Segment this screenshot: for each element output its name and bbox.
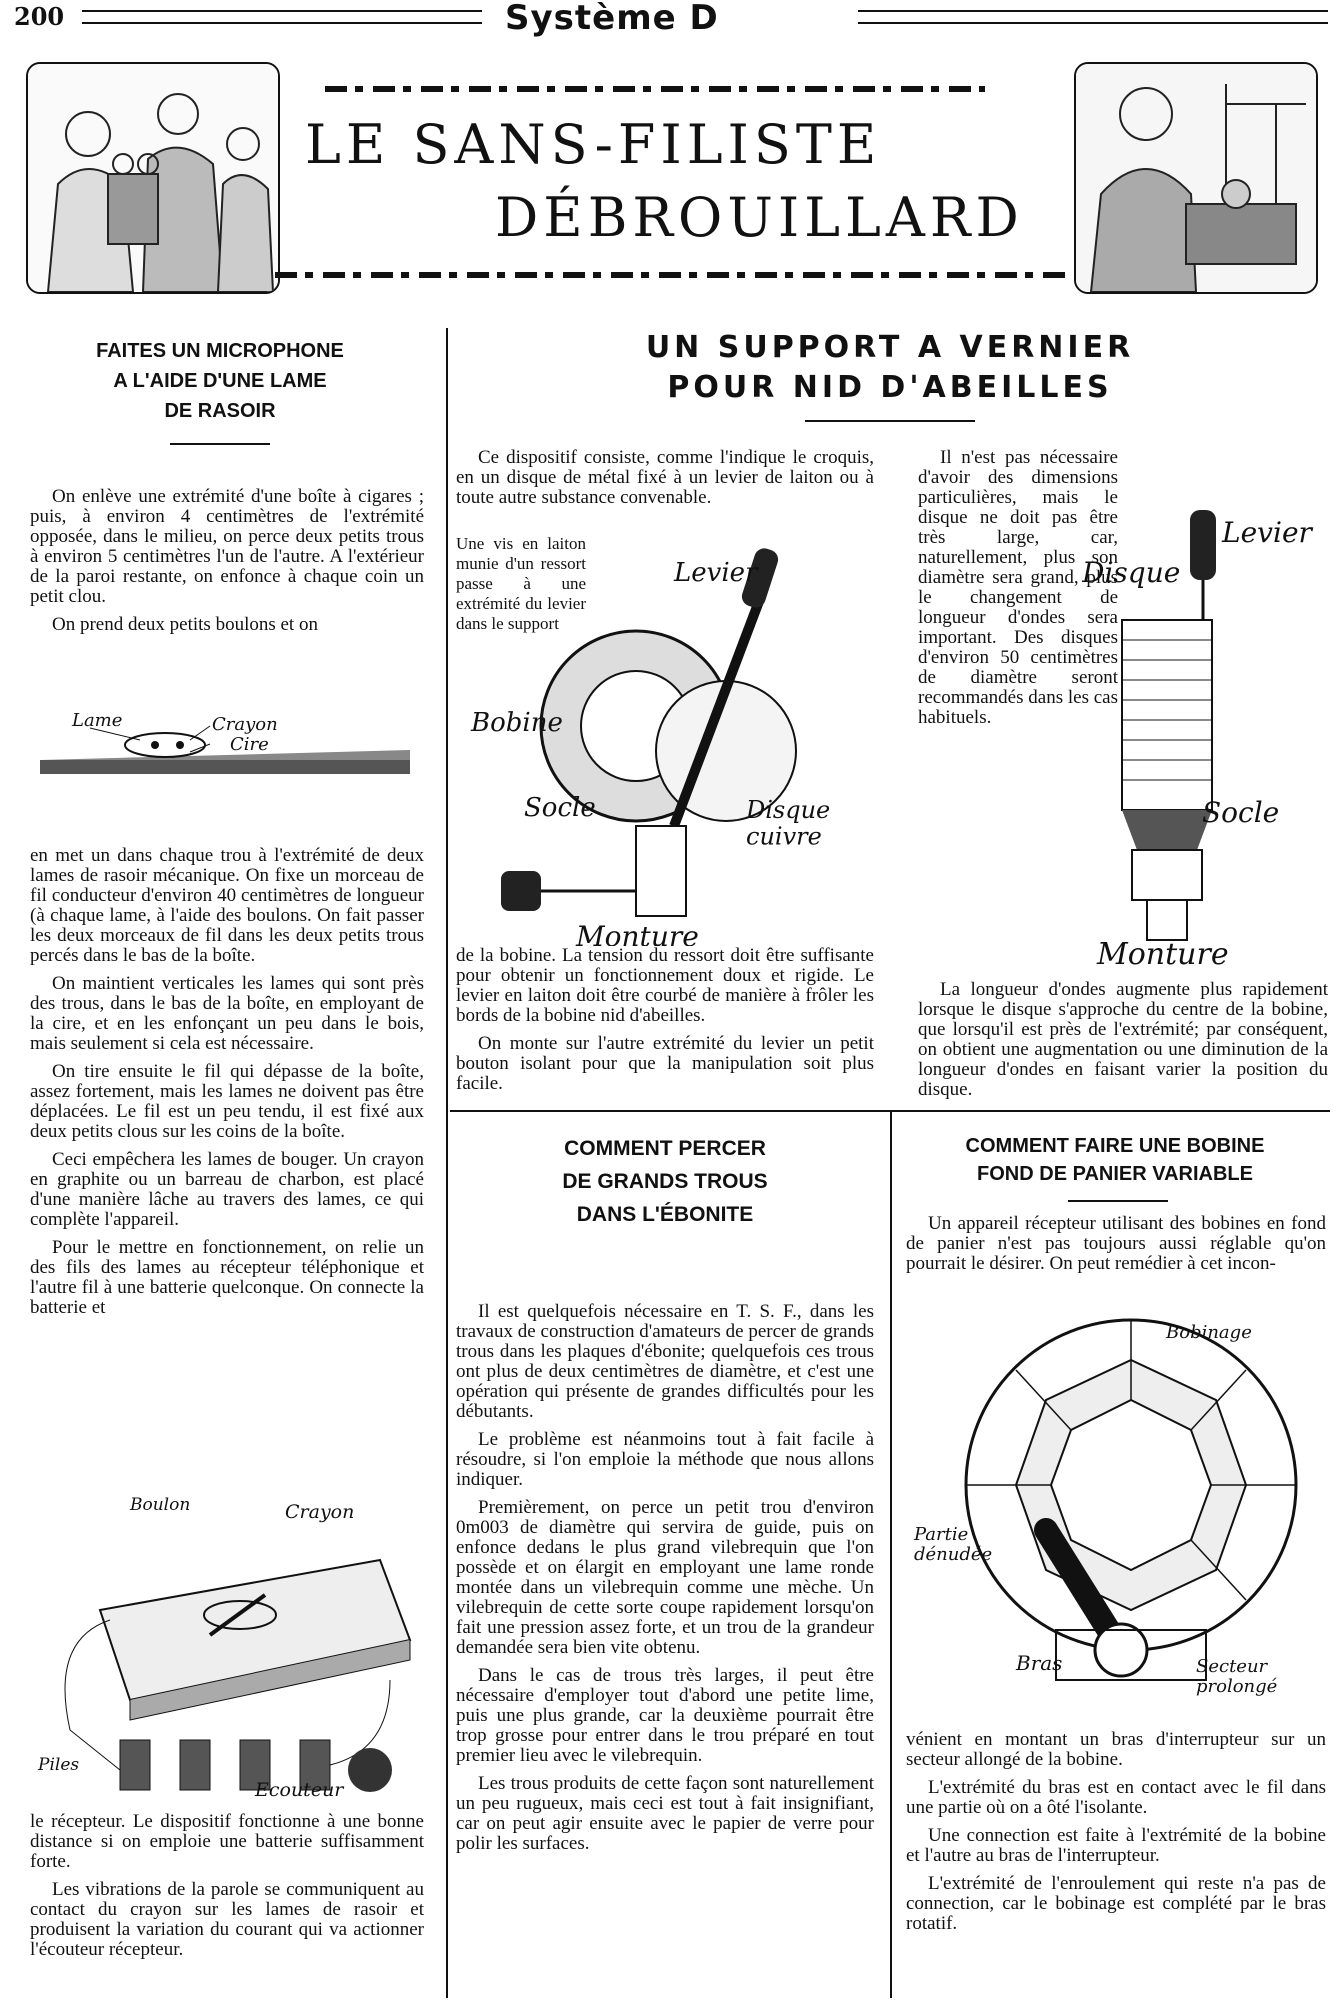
vernier-text-f xyxy=(918,980,1328,1108)
fig4-label-socle: Socle xyxy=(1202,796,1280,829)
ebonite-p3: Premièrement, on perce un petit trou d'environ 0m003 de diamètre qui servira de guide, puis on enfonce dedans le plus grand vilebrequin que l'on possède et on élargit en employant une lame ronde montée dans un vilebrequin comme une mèche. Un vilebrequin de cette sorte coupe rapidement lorsqu'on fait une pression assez forte, et un trou de la grandeur demandée sera bien vite obtenu. xyxy=(456,1497,874,1658)
banner-illustration-left xyxy=(26,62,280,294)
vernier-p1: Ce dispositif consiste, comme l'indique le croquis, en un disque de métal fixé à un levier de laiton ou à toute autre substance convenable. xyxy=(456,447,874,508)
fig5-label-bobinage: Bobinage xyxy=(1166,1322,1252,1343)
microphone-p4: On maintient verticales les lames qui sont près des trous, dans le bas de la boîte, en employant de la cire, et en les enfonçant un peu dans le bois, mais seulement si cela est nécessaire. xyxy=(30,973,424,1054)
fig2-label-boulon: Boulon xyxy=(130,1495,191,1515)
bobine-figure xyxy=(906,1300,1326,1720)
bobine-p2: vénient en montant un bras d'interrupteur sur un secteur allongé de la bobine. xyxy=(906,1729,1326,1770)
bobine-text-a xyxy=(906,1214,1326,1282)
fig5-label-partie: Partie dénudée xyxy=(914,1524,993,1565)
fig2-label-crayon: Crayon xyxy=(285,1501,355,1523)
microphone-p7: Pour le mettre en fonctionnement, on relie un des fils des lames au récepteur téléphonique et l'autre fil à une batterie quelconque. On connecte la batterie et xyxy=(30,1237,424,1318)
fig3-label-disque: Disque cuivre xyxy=(746,796,831,851)
microphone-title-rule xyxy=(170,443,270,445)
ebonite-text xyxy=(456,1302,874,1862)
microphone-figure-2 xyxy=(30,1490,424,1800)
fig2-label-piles: Piles xyxy=(38,1755,80,1775)
microphone-text-a xyxy=(30,487,424,643)
vernier-title: UN SUPPORT A VERNIER POUR NID D'ABEILLES xyxy=(645,330,1135,405)
header-rule-left xyxy=(82,10,482,24)
fig5-label-secteur: Secteur prolongé xyxy=(1196,1656,1278,1697)
microphone-p6: Ceci empêchera les lames de bouger. Un crayon en graphite ou un barreau de charbon, est placé d'une manière lâche au travers des lames, ce qui complète l'appareil. xyxy=(30,1149,424,1230)
vernier-figure-2 xyxy=(1082,500,1332,980)
vernier-text-a xyxy=(456,448,874,516)
microphone-p3: en met un dans chaque trou à l'extrémité de deux lames de rasoir mécanique. On fixe un morceau de fil conducteur d'environ 40 centimètres de longueur (à chaque lame, à l'aide des boulons. On fait passer les deux morceaux de fil dans les deux petits trous percés dans le bas de la boîte. xyxy=(30,845,424,966)
bobine-p4: Une connection est faite à l'extrémité de la bobine et l'autre au bras de l'interrupteur. xyxy=(906,1825,1326,1866)
banner-dash-bottom xyxy=(275,272,1065,278)
header-rule-right xyxy=(858,10,1328,24)
magazine-title: Système D xyxy=(505,0,719,38)
fig4-label-levier: Levier xyxy=(1222,516,1312,549)
fig4-label-monture: Monture xyxy=(1097,937,1229,972)
bobine-p3: L'extrémité du bras est en contact avec le fil dans une partie où on a ôté l'isolante. xyxy=(906,1777,1326,1818)
column-divider-2 xyxy=(890,1112,892,1998)
banner-dash-top xyxy=(325,86,985,92)
microphone-p5: On tire ensuite le fil qui dépasse de la boîte, assez fortement, mais les lames ne doivent pas être déplacées. Le fil est un peu tendu, il est fixé aux deux petits clous sur les coins de la boîte. xyxy=(30,1061,424,1142)
vernier-p3: de la bobine. La tension du ressort doit être suffisante pour obtenir un fonctionnement doux et rigide. Le levier en laiton doit être courbé de manière à frôler les bords de la bobine nid d'abeilles. xyxy=(456,945,874,1026)
fig3-label-monture: Monture xyxy=(576,920,699,946)
bobine-p1: Un appareil récepteur utilisant des bobines en fond de panier n'est pas toujours aussi réglable qu'on pourrait le désirer. On peut remédier à cet incon- xyxy=(906,1213,1326,1274)
fig3-label-socle: Socle xyxy=(524,793,596,823)
column-divider-1 xyxy=(446,328,448,1998)
bobine-p5: L'extrémité de l'enroulement qui reste n'a pas de connection, car le bobinage est complété par le bras rotatif. xyxy=(906,1873,1326,1934)
bobine-text-b xyxy=(906,1730,1326,1942)
banner-illustration-right xyxy=(1074,62,1318,294)
vernier-figure-1 xyxy=(456,536,874,946)
fig5-label-bras: Bras xyxy=(1016,1651,1063,1675)
microphone-text-c xyxy=(30,1812,424,1968)
vernier-p6: La longueur d'ondes augmente plus rapidement lorsque le disque s'approche du centre de la bobine, que lorsqu'il est près de l'extrémité; par conséquent, on obtient une augmentation ou une diminution de la longueur d'ondes en faisant varier la position du disque. xyxy=(918,979,1328,1100)
fig3-label-levier: Levier xyxy=(674,558,758,588)
microphone-p2: On prend deux petits boulons et on xyxy=(52,614,318,635)
bobine-title-rule xyxy=(1068,1200,1168,1202)
vernier-p5: Il n'est pas nécessaire d'avoir des dimensions particulières, mais le disque ne doit pas être très large, car, naturellement, plus son diamètre sera grand, plus le changement de longueur d'ondes sera important. Des disques d'environ 50 centimètres de diamètre seront recommandés dans les cas habituels. xyxy=(918,447,1118,728)
fig2-label-ecouteur: Ecouteur xyxy=(255,1779,344,1800)
ebonite-p5: Les trous produits de cette façon sont naturellement un peu rugueux, mais ceci est tout à fait insignifiant, car on peut agir ensuite avec le papier de verre pour polir les surfaces. xyxy=(456,1773,874,1854)
banner-title-line2: DÉBROUILLARD xyxy=(495,186,1024,249)
microphone-text-b xyxy=(30,846,424,1326)
fig3-label-bobine: Bobine xyxy=(471,708,563,738)
fig1-label-crayon: Crayon xyxy=(212,714,278,735)
fig4-label-disque: Disque xyxy=(1082,556,1181,589)
microphone-p9: Les vibrations de la parole se communiquent au contact du crayon sur les lames de rasoir et produisent la variation du courant qui va actionner l'écouteur récepteur. xyxy=(30,1879,424,1960)
microphone-figure-1 xyxy=(30,710,424,800)
banner-title-line1: LE SANS-FILISTE xyxy=(305,113,882,176)
ebonite-title: COMMENT PERCER DE GRANDS TROUS DANS L'ÉBONITE xyxy=(562,1137,768,1226)
microphone-p8: le récepteur. Le dispositif fonctionne à une bonne distance si on emploie une batterie suffisamment forte. xyxy=(30,1811,424,1872)
vernier-title-rule xyxy=(805,420,975,422)
page-number: 200 xyxy=(14,2,65,31)
microphone-p1: On enlève une extrémité d'une boîte à cigares ; puis, à environ 4 centimètres de l'extrémité opposée, dans le milieu, on perce deux petits trous à environ 5 centimètres l'un de l'autre. A l'extérieur de la paroi restante, on enfonce à chaque coin un petit clou. xyxy=(30,486,424,607)
ebonite-p4: Dans le cas de trous très larges, il peut être nécessaire d'employer tout d'abord une petite lime, puis une plus grande, car la deuxième pourrait être trop grosse pour entrer dans le trou préparé en tout premier lieu avec le vilebrequin. xyxy=(456,1665,874,1766)
microphone-title: FAITES UN MICROPHONE A L'AIDE D'UNE LAME DE RASOIR xyxy=(96,340,344,422)
vernier-text-d xyxy=(456,946,874,1102)
ebonite-p1: Il est quelquefois nécessaire en T. S. F., dans les travaux de construction d'amateurs de percer de grands trous dans les plaques d'ébonite; quelquefois ces trous ont plus de deux centimètres de diamètre, et c'est une opération qui présente de grandes difficultés pour les débutants. xyxy=(456,1301,874,1422)
ebonite-p2: Le problème est néanmoins tout à fait facile à résoudre, si l'on emploie la méthode que nous allons indiquer. xyxy=(456,1429,874,1490)
fig1-label-lame: Lame xyxy=(72,710,123,731)
vernier-p2: Une vis en laiton munie d'un ressort passe à une extrémité du levier dans le support xyxy=(456,534,586,633)
vernier-p4: On monte sur l'autre extrémité du levier un petit bouton isolant pour que la manipulation soit plus facile. xyxy=(456,1033,874,1094)
bobine-title: COMMENT FAIRE UNE BOBINE FOND DE PANIER VARIABLE xyxy=(965,1135,1265,1185)
fig1-label-cire: Cire xyxy=(230,734,269,755)
